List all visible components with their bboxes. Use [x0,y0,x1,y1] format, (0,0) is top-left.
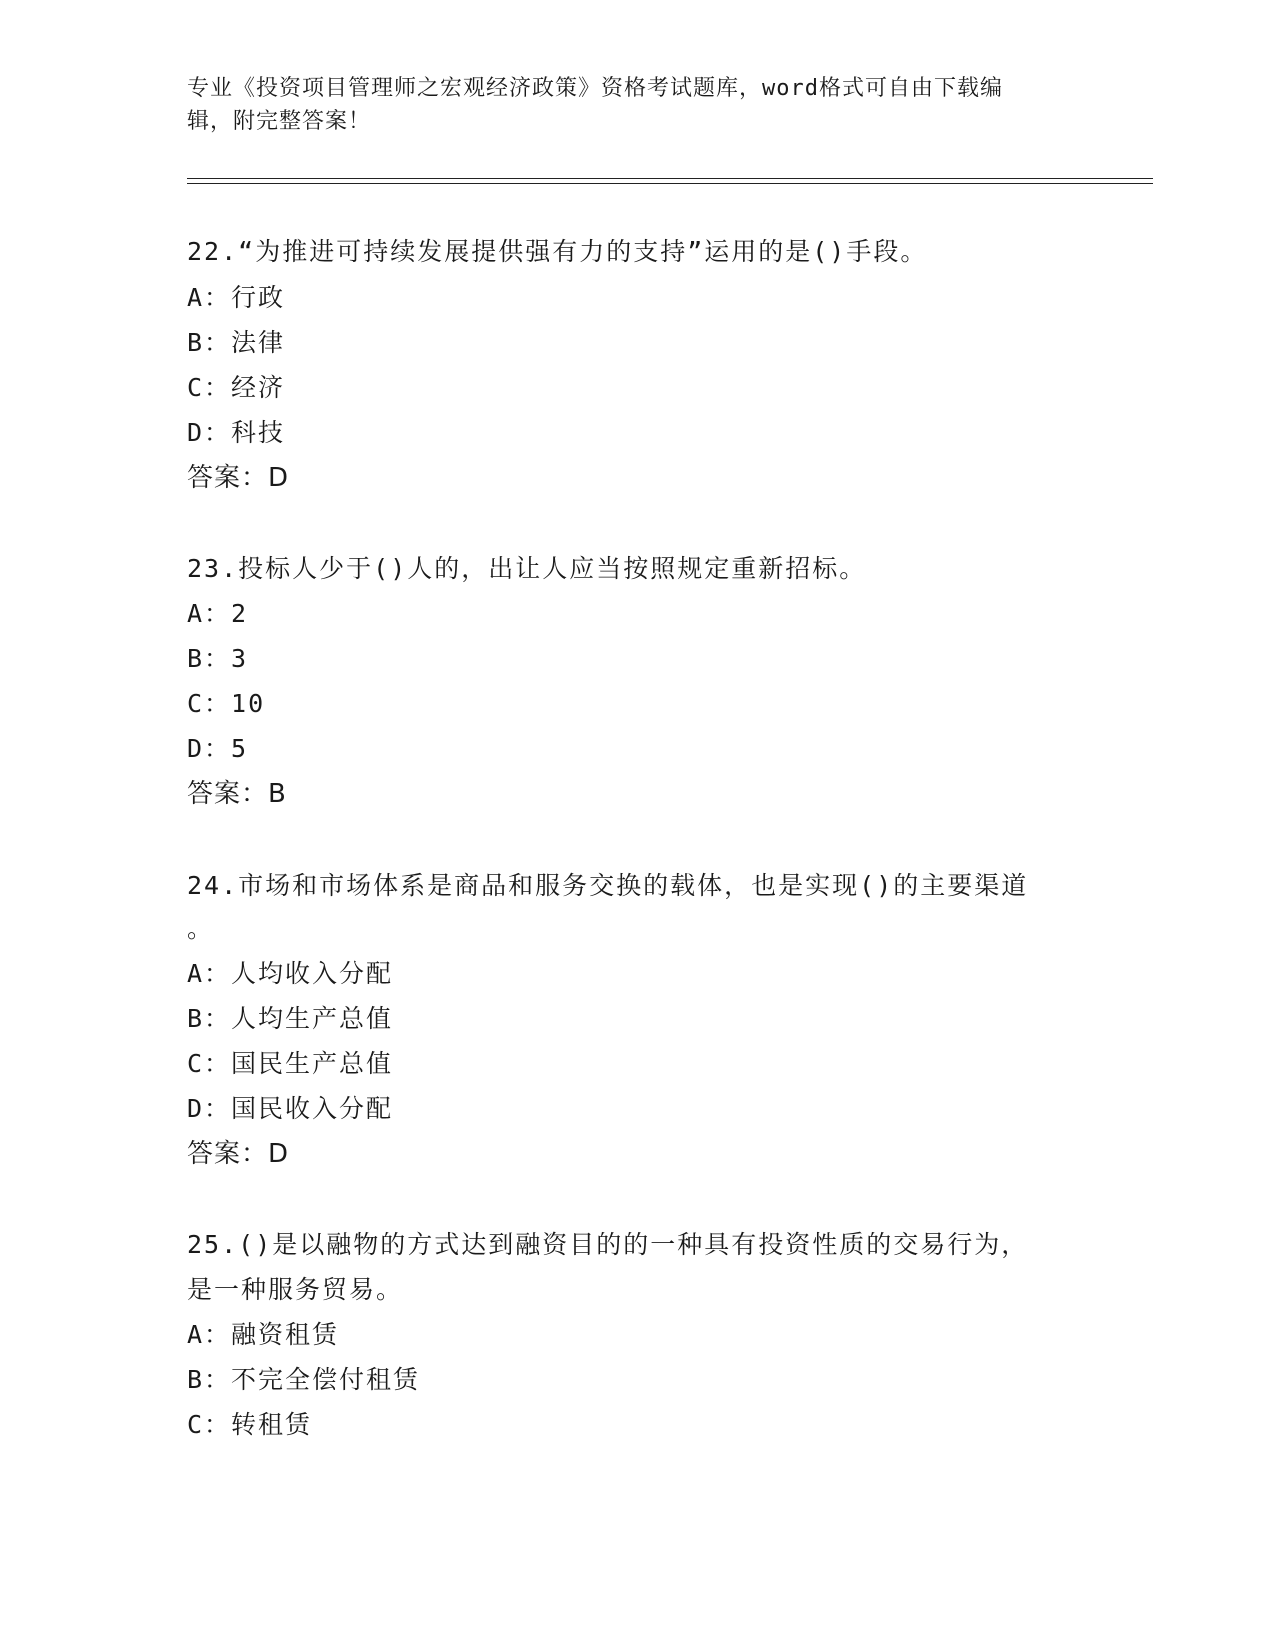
question-23-answer: 答案：B [187,779,287,809]
question-24-answer: 答案：D [187,1139,290,1169]
question-23-option-b: B：3 [187,644,249,673]
question-22-option-d: D：科技 [187,418,286,447]
question-22-answer: 答案：D [187,463,290,493]
question-25-stem-line-2: 是一种服务贸易。 [187,1275,404,1304]
header-divider-top [187,178,1153,179]
question-23-option-a: A：2 [187,599,249,628]
question-24-option-b: B：人均生产总值 [187,1004,394,1033]
question-23-option-d: D：5 [187,734,249,763]
header-title-line-2: 辑，附完整答案！ [187,109,372,134]
question-23-option-c: C：10 [187,689,266,718]
question-22-option-c: C：经济 [187,373,286,402]
question-24-stem-line-2: 。 [187,914,215,943]
question-24-option-c: C：国民生产总值 [187,1049,394,1078]
question-25-option-a: A：融资租赁 [187,1320,340,1349]
question-25-option-c: C：转租赁 [187,1410,313,1439]
document-header [187,72,1067,138]
question-24-stem-line-1: 24.市场和市场体系是商品和服务交换的载体，也是实现()的主要渠道 [187,871,1029,900]
question-24-option-d: D：国民收入分配 [187,1094,394,1123]
question-24-option-a: A：人均收入分配 [187,959,394,988]
header-divider-bottom [187,183,1153,184]
question-25-option-b: B：不完全偿付租赁 [187,1365,421,1394]
question-22-option-a: A：行政 [187,283,286,312]
question-23-stem: 23.投标人少于()人的，出让人应当按照规定重新招标。 [187,554,867,583]
header-title-line-1: 专业《投资项目管理师之宏观经济政策》资格考试题库，word格式可自由下载编 [187,76,1003,101]
question-22-stem: 22.“为推进可持续发展提供强有力的支持”运用的是()手段。 [187,237,928,266]
question-25-stem-line-1: 25.()是以融物的方式达到融资目的的一种具有投资性质的交易行为， [187,1230,1029,1259]
question-22-option-b: B：法律 [187,328,286,357]
